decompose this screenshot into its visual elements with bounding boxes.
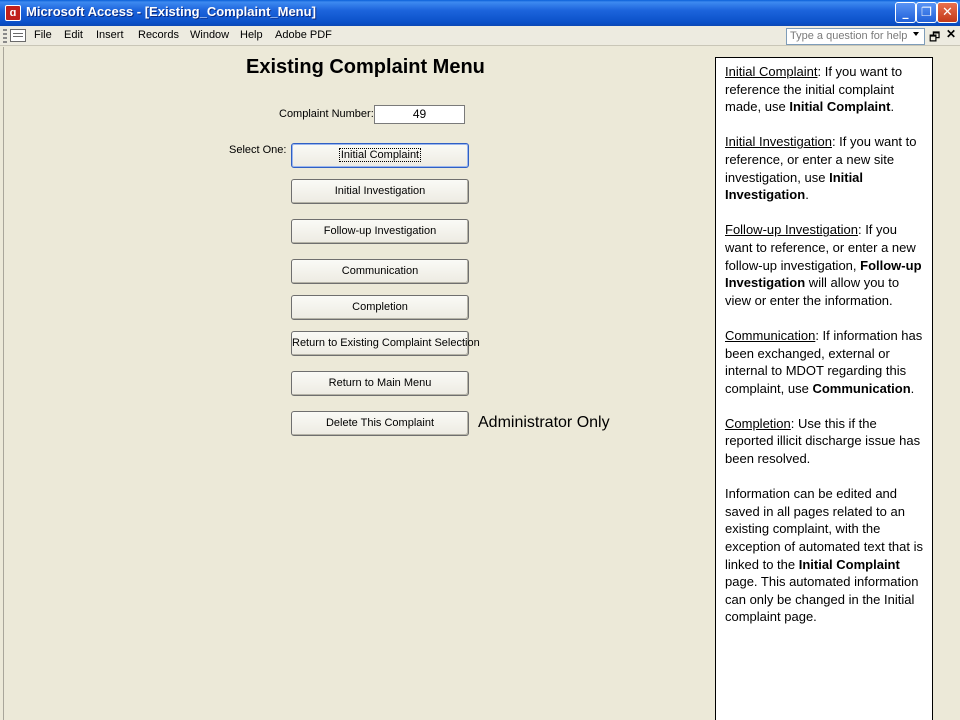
menu-window[interactable]: Window [190,29,230,41]
help-text: : If you want to reference, or enter a new site investigation, use [725,134,917,185]
help-text: . [890,99,895,115]
menu-bar [0,26,960,46]
menu-file[interactable]: File [34,29,52,41]
menu-adobe-pdf[interactable]: Adobe PDF [275,29,332,41]
select-one-label: Select One: [229,144,287,156]
help-completion [725,415,924,468]
title-bar[interactable] [0,0,960,26]
return-to-main-menu-button[interactable]: Return to Main Menu [291,371,469,396]
help-initial-investigation [725,133,924,203]
return-to-selection-button[interactable]: Return to Existing Complaint Selection [291,331,469,356]
help-term: Communication [725,327,816,343]
restore-window-icon[interactable]: 🗗 [929,30,941,44]
maximize-button[interactable]: ❐ [916,2,937,23]
completion-button[interactable]: Completion [291,295,469,320]
help-text: : If you want to reference, or enter a new follow-up investigation, [725,222,916,273]
delete-complaint-button[interactable]: Delete This Complaint [291,411,469,436]
close-button[interactable]: ✕ [937,2,958,23]
help-general [725,485,924,626]
menu-insert[interactable]: Insert [96,29,124,41]
help-followup-investigation [725,221,924,309]
help-bold: Initial Investigation [725,169,864,203]
window-title: Microsoft Access - [Existing_Complaint_Menu] [26,4,316,19]
toolbar-grip[interactable] [3,29,7,43]
help-text: : If information has been exchanged, external or internal to MDOT regarding this complaint, use [725,327,923,396]
help-bold: Initial Complaint [798,556,900,572]
menu-records[interactable]: Records [138,29,179,41]
help-term: Initial Complaint [725,64,818,79]
form-document-icon[interactable] [10,29,26,42]
button-label: Initial Complaint [340,149,420,161]
form-title: Existing Complaint Menu [246,56,485,78]
help-bold: Communication [812,380,911,396]
administrator-only-note: Administrator Only [478,414,610,431]
menu-edit[interactable]: Edit [64,29,83,41]
minimize-button[interactable]: _ [895,2,916,23]
help-text: . [805,187,809,203]
help-bold: Follow-up Investigation [725,257,922,291]
help-text: . [910,380,915,396]
access-app-icon[interactable]: ɑ [5,5,21,21]
close-form-icon[interactable]: ✕ [946,27,957,41]
help-panel [715,57,933,720]
complaint-number-field[interactable]: 49 [374,105,465,124]
help-term: Initial Investigation [725,134,832,150]
initial-complaint-button[interactable] [291,143,469,168]
help-search-input[interactable]: Type a question for help [786,28,925,45]
help-term: Follow-up Investigation [725,222,858,238]
followup-investigation-button[interactable]: Follow-up Investigation [291,219,469,244]
help-text: : If you want to reference the initial complaint made, use [725,64,903,115]
help-text: will allow you to view or enter the information. [725,275,900,308]
initial-investigation-button[interactable]: Initial Investigation [291,179,469,204]
help-text: page. This automated information can only be changed in the Initial complaint page. [725,574,919,625]
help-bold: Initial Complaint [789,99,891,115]
form-body [3,47,960,720]
menu-help[interactable]: Help [240,29,263,41]
communication-button[interactable]: Communication [291,259,469,284]
help-text: : Use this if the reported illicit discharge issue has been resolved. [725,415,921,467]
chevron-down-icon[interactable] [913,32,919,36]
complaint-number-label: Complaint Number: [279,108,374,120]
help-term: Completion [725,415,791,431]
help-communication [725,327,924,397]
help-text: Information can be edited and saved in all pages related to an existing complaint, with the exception of automated text that is linked to the [725,486,924,572]
help-initial-complaint [725,63,924,116]
